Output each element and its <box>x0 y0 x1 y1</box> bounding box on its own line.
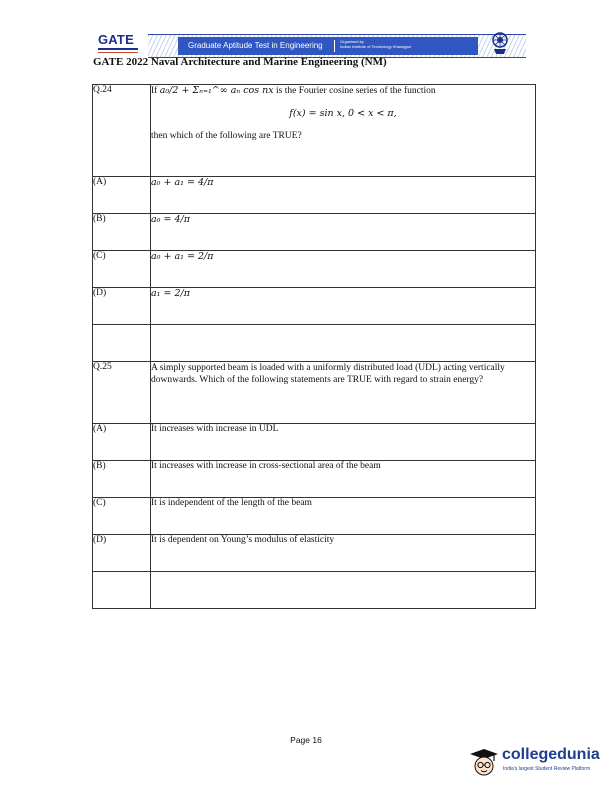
graduate-mascot-icon <box>466 746 500 778</box>
option-row <box>93 251 536 288</box>
option-row <box>93 288 536 325</box>
option-row <box>93 424 536 461</box>
organizer-line-1: Organised by <box>340 39 364 44</box>
option-text: It increases with increase in cross-sectional area of the beam <box>151 461 381 471</box>
option-text: a₀ = 4/π <box>151 214 190 225</box>
page-number: Page 16 <box>290 735 322 745</box>
spacer-row <box>93 325 536 362</box>
gate-header <box>96 31 516 57</box>
question-number: Q.24 <box>93 85 112 95</box>
gate-logo-text: GATE <box>98 32 134 47</box>
question-row-24 <box>93 85 536 177</box>
option-row <box>93 498 536 535</box>
option-label: (A) <box>93 177 107 187</box>
question-row-25 <box>93 362 536 424</box>
logo-bar-accent <box>98 52 138 53</box>
logo-bar <box>98 48 138 50</box>
gate-banner <box>148 34 526 58</box>
banner-text: Graduate Aptitude Test in Engineering <box>188 41 323 50</box>
option-label: (A) <box>93 424 107 434</box>
option-row <box>93 461 536 498</box>
organizer-line-2: Indian Institute of Technology Kharagpur <box>340 44 412 49</box>
question-stem <box>151 85 535 96</box>
paper-title: GATE 2022 Naval Architecture and Marine Engineering (NM) <box>93 56 387 68</box>
option-label: (C) <box>93 251 106 261</box>
question-table <box>92 84 536 609</box>
spacer-row <box>93 572 536 609</box>
option-text: It is dependent on Young’s modulus of elasticity <box>151 535 335 545</box>
iit-emblem-icon <box>490 31 510 55</box>
option-label: (B) <box>93 214 106 224</box>
option-text: It is independent of the length of the beam <box>151 498 312 508</box>
question-stem: A simply supported beam is loaded with a uniformly distributed load (UDL) acting vertically downwards. Which of the following statements are TRUE with regard to strain energy? <box>151 363 505 385</box>
banner-panel <box>178 37 478 55</box>
option-row <box>93 177 536 214</box>
collegedunia-logo <box>466 744 606 780</box>
option-text: It increases with increase in UDL <box>151 424 279 434</box>
stem-rest: is the Fourier cosine series of the function <box>276 86 436 96</box>
option-text: a₁ = 2/π <box>151 288 190 299</box>
fourier-series-expression: a₀/2 + Σₙ₌₁^∞ aₙ cos nx <box>159 85 274 96</box>
gate-logo <box>96 31 142 57</box>
option-label: (C) <box>93 498 106 508</box>
brand-tagline: India's largest Student Review Platform <box>503 766 591 772</box>
option-text: a₀ + a₁ = 4/π <box>151 177 214 188</box>
question-closing: then which of the following are TRUE? <box>151 131 302 141</box>
option-row <box>93 535 536 572</box>
function-definition: f(x) = sin x, 0 < x < π, <box>289 108 397 119</box>
stem-if: If <box>151 86 158 96</box>
banner-divider <box>334 40 335 52</box>
question-number: Q.25 <box>93 362 112 372</box>
banner-organizer <box>340 39 412 49</box>
option-label: (D) <box>93 535 107 545</box>
option-label: (D) <box>93 288 107 298</box>
brand-name: collegedunia <box>502 746 600 763</box>
option-label: (B) <box>93 461 106 471</box>
option-text: a₀ + a₁ = 2/π <box>151 251 214 262</box>
option-row <box>93 214 536 251</box>
